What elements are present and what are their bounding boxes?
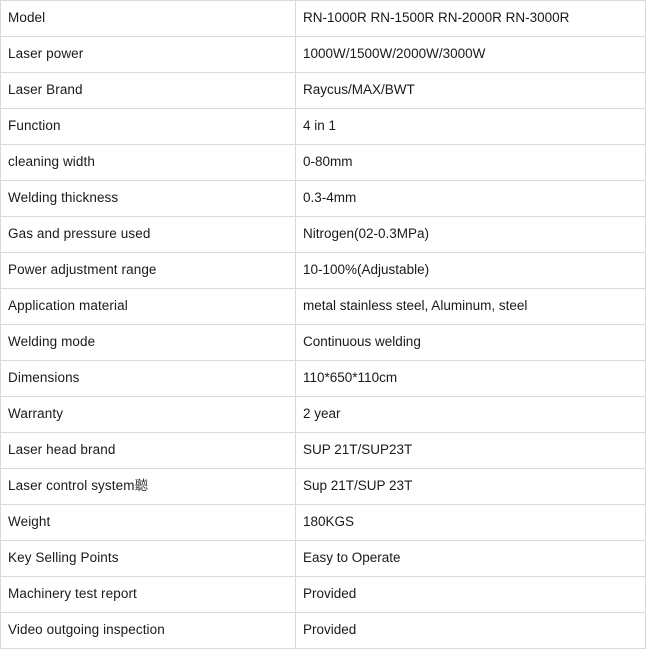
spec-label: Power adjustment range <box>1 253 296 289</box>
table-row <box>1 289 646 325</box>
table-row <box>1 541 646 577</box>
spec-value: 2 year <box>296 397 646 433</box>
table-row <box>1 325 646 361</box>
spec-label: cleaning width <box>1 145 296 181</box>
spec-label: Dimensions <box>1 361 296 397</box>
spec-value: 1000W/1500W/2000W/3000W <box>296 37 646 73</box>
spec-label: Key Selling Points <box>1 541 296 577</box>
spec-label: Weight <box>1 505 296 541</box>
spec-label: Model <box>1 1 296 37</box>
spec-value: 10-100%(Adjustable) <box>296 253 646 289</box>
spec-label: Machinery test report <box>1 577 296 613</box>
spec-value: Provided <box>296 577 646 613</box>
table-row <box>1 397 646 433</box>
table-row <box>1 181 646 217</box>
table-row <box>1 577 646 613</box>
spec-label: Welding thickness <box>1 181 296 217</box>
specification-table-body <box>1 1 646 649</box>
table-row <box>1 217 646 253</box>
table-row <box>1 253 646 289</box>
table-row <box>1 145 646 181</box>
spec-value: Continuous welding <box>296 325 646 361</box>
spec-value: 0-80mm <box>296 145 646 181</box>
spec-label: Application material <box>1 289 296 325</box>
spec-label: Warranty <box>1 397 296 433</box>
table-row <box>1 1 646 37</box>
spec-value: Easy to Operate <box>296 541 646 577</box>
spec-label: Laser head brand <box>1 433 296 469</box>
spec-label: Laser power <box>1 37 296 73</box>
spec-label: Laser control system聽 <box>1 469 296 505</box>
spec-value: RN-1000R RN-1500R RN-2000R RN-3000R <box>296 1 646 37</box>
spec-value: metal stainless steel, Aluminum, steel <box>296 289 646 325</box>
table-row <box>1 469 646 505</box>
spec-label: Function <box>1 109 296 145</box>
table-row <box>1 37 646 73</box>
table-row <box>1 613 646 649</box>
spec-label: Welding mode <box>1 325 296 361</box>
spec-value: 4 in 1 <box>296 109 646 145</box>
spec-value: Nitrogen(02-0.3MPa) <box>296 217 646 253</box>
spec-value: Provided <box>296 613 646 649</box>
spec-label: Video outgoing inspection <box>1 613 296 649</box>
spec-value: 0.3-4mm <box>296 181 646 217</box>
spec-label: Laser Brand <box>1 73 296 109</box>
spec-label: Gas and pressure used <box>1 217 296 253</box>
spec-value: Raycus/MAX/BWT <box>296 73 646 109</box>
spec-value: SUP 21T/SUP23T <box>296 433 646 469</box>
spec-value: 180KGS <box>296 505 646 541</box>
table-row <box>1 433 646 469</box>
table-row <box>1 505 646 541</box>
table-row <box>1 73 646 109</box>
spec-value: Sup 21T/SUP 23T <box>296 469 646 505</box>
spec-value: 110*650*110cm <box>296 361 646 397</box>
table-row <box>1 109 646 145</box>
table-row <box>1 361 646 397</box>
